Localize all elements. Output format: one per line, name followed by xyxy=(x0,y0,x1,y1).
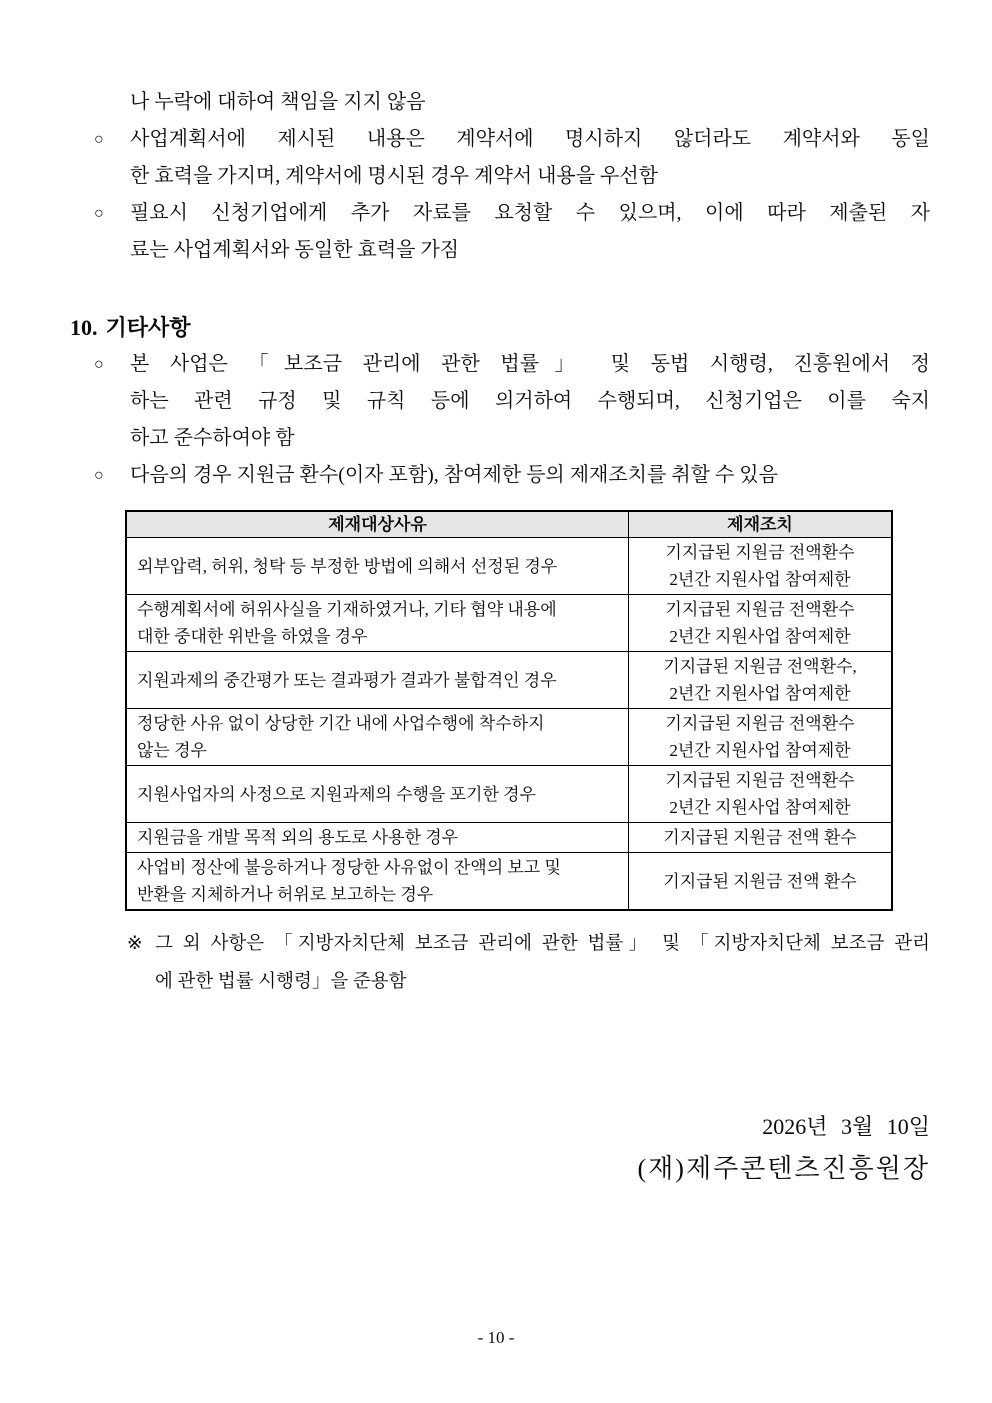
closing-block xyxy=(638,1108,930,1192)
bullet-item xyxy=(70,195,930,269)
bullet-item xyxy=(70,457,930,494)
table-header-row xyxy=(126,511,892,538)
bullet-text: 사업계획서에 제시된 내용은 계약서에 명시하지 않더라도 계약서와 동일 한 효력을 가지며, 계약서에 명시된 경우 계약서 내용을 우선함 xyxy=(130,128,930,187)
sanction-table-header xyxy=(126,511,892,538)
sanction-reason-cell: 지원금을 개발 목적 외의 용도로 사용한 경우 xyxy=(126,823,629,853)
sanction-action-cell: 기지급된 지원금 전액환수, 2년간 지원사업 참여제한 xyxy=(629,652,893,709)
section-bullet-list xyxy=(70,346,930,494)
sanction-action-cell: 기지급된 지원금 전액 환수 xyxy=(629,823,893,853)
bullet-item xyxy=(70,346,930,457)
sanction-action-cell: 기지급된 지원금 전액환수 2년간 지원사업 참여제한 xyxy=(629,538,893,595)
circle-bullet-icon: ○ xyxy=(94,131,104,148)
page-number: - 10 - xyxy=(477,1328,515,1347)
paragraph-continuation-line: 나 누락에 대하여 책임을 지지 않음 xyxy=(130,91,426,113)
footnote xyxy=(125,925,930,1001)
section-heading xyxy=(70,309,930,346)
sanction-reason-cell: 정당한 사유 없이 상당한 기간 내에 사업수행에 착수하지 않는 경우 xyxy=(126,709,629,766)
intro-bullet-list xyxy=(70,121,930,269)
table-row xyxy=(126,652,892,709)
table-row xyxy=(126,538,892,595)
document-body xyxy=(70,84,930,1001)
reference-mark-icon: ※ xyxy=(127,934,143,954)
footnote-text: 그 외 사항은 「지방자치단체 보조금 관리에 관한 법률」 및 「지방자치단체 보조금 관리 에 관한 법률 시행령」을 준용함 xyxy=(155,934,930,992)
column-header-reason: 제재대상사유 xyxy=(126,511,629,538)
sanction-reason-cell: 지원사업자의 사정으로 지원과제의 수행을 포기한 경우 xyxy=(126,766,629,823)
bullet-text: 본 사업은 「보조금 관리에 관한 법률」 및 동법 시행령, 진흥원에서 정 하는 관련 규정 및 규칙 등에 의거하여 수행되며, 신청기업은 이를 숙지 하고 준수하여야 함 xyxy=(130,353,930,449)
sanction-table xyxy=(125,510,893,911)
section-number: 10. xyxy=(70,315,98,340)
signer-title: (재)제주콘텐츠진흥원장 xyxy=(637,1154,930,1183)
table-row xyxy=(126,823,892,853)
table-row xyxy=(126,595,892,652)
table-row xyxy=(126,766,892,823)
sanction-reason-cell: 수행계획서에 허위사실을 기재하였거나, 기타 협약 내용에 대한 중대한 위반을 하였을 경우 xyxy=(126,595,629,652)
circle-bullet-icon: ○ xyxy=(94,356,104,373)
sanction-action-cell: 기지급된 지원금 전액 환수 xyxy=(629,853,893,911)
table-row xyxy=(126,709,892,766)
bullet-item xyxy=(70,121,930,195)
sanction-action-cell: 기지급된 지원금 전액환수 2년간 지원사업 참여제한 xyxy=(629,766,893,823)
circle-bullet-icon: ○ xyxy=(94,205,104,222)
sanction-table-body xyxy=(126,538,892,911)
bullet-text: 다음의 경우 지원금 환수(이자 포함), 참여제한 등의 제재조치를 취할 수 있음 xyxy=(130,464,778,486)
circle-bullet-icon: ○ xyxy=(94,467,104,484)
document-date: 2026년 3월 10일 xyxy=(762,1114,930,1139)
bullet-text: 필요시 신청기업에게 추가 자료를 요청할 수 있으며, 이에 따라 제출된 자 료는 사업계획서와 동일한 효력을 가짐 xyxy=(130,202,930,261)
column-header-action: 제재조치 xyxy=(629,511,893,538)
table-row xyxy=(126,853,892,911)
sanction-reason-cell: 외부압력, 허위, 청탁 등 부정한 방법에 의해서 선정된 경우 xyxy=(126,538,629,595)
sanction-action-cell: 기지급된 지원금 전액환수 2년간 지원사업 참여제한 xyxy=(629,709,893,766)
sanction-reason-cell: 사업비 정산에 불응하거나 정당한 사유없이 잔액의 보고 및 반환을 지체하거나 허위로 보고하는 경우 xyxy=(126,853,629,911)
sanction-action-cell: 기지급된 지원금 전액환수 2년간 지원사업 참여제한 xyxy=(629,595,893,652)
sanction-reason-cell: 지원과제의 중간평가 또는 결과평가 결과가 불합격인 경우 xyxy=(126,652,629,709)
section-title: 기타사항 xyxy=(105,315,191,340)
